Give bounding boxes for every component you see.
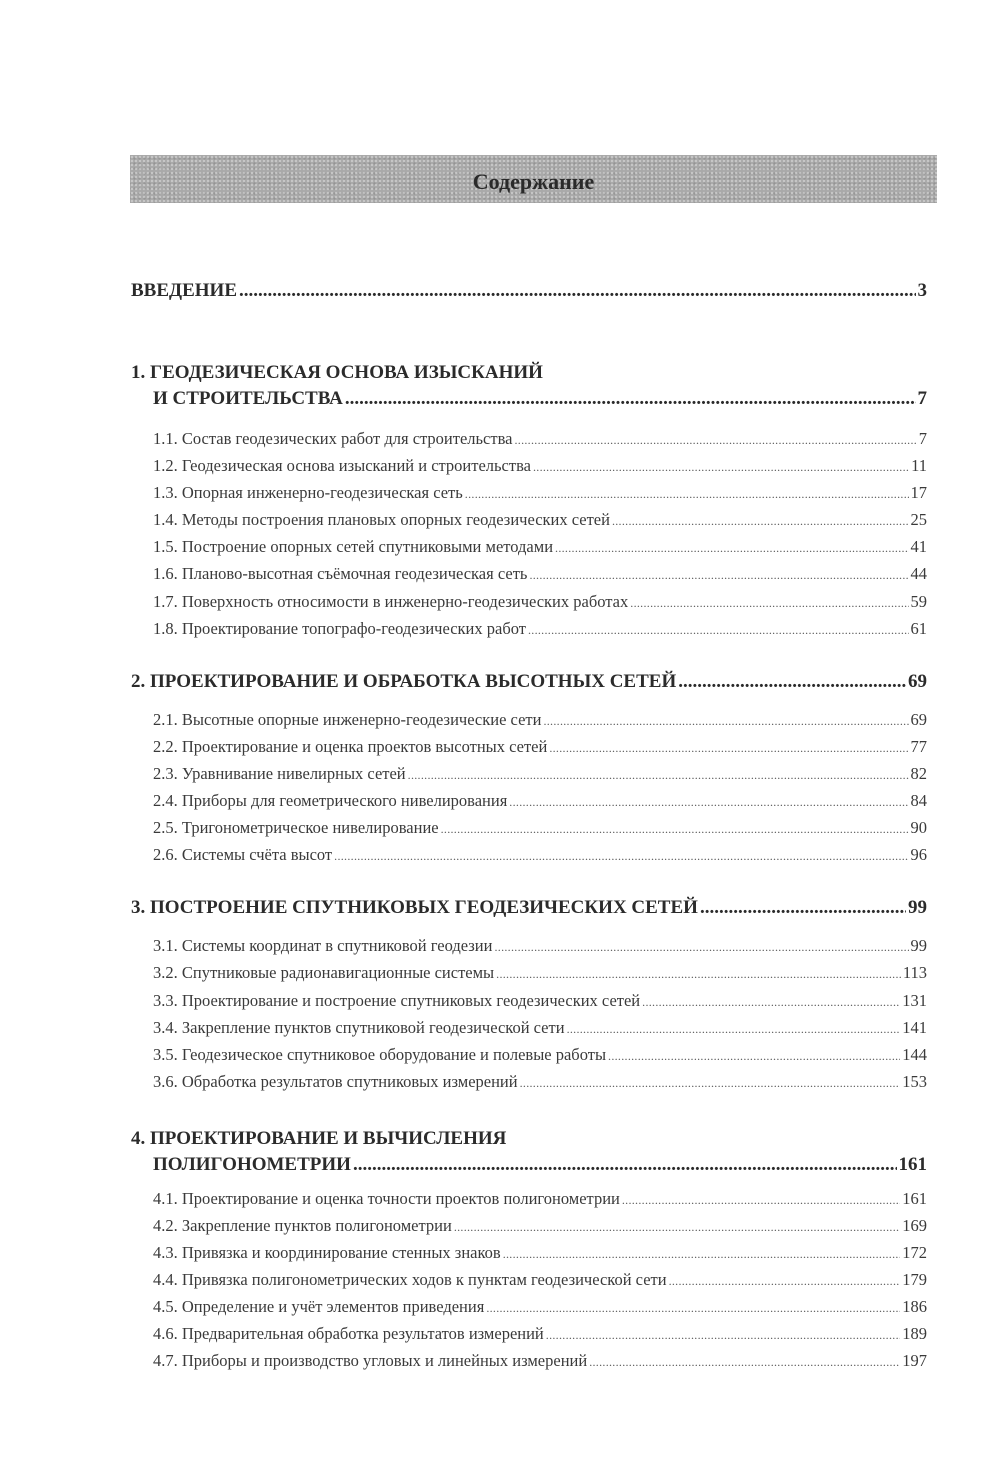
- subentry-page: 59: [910, 591, 927, 611]
- chapter-page: 99: [908, 897, 927, 919]
- dot-leader: [642, 988, 900, 1015]
- chapter-heading-line2[interactable]: [131, 386, 927, 412]
- subentry-page: 153: [902, 1071, 927, 1091]
- subentry-page: 113: [902, 963, 927, 983]
- dot-leader: [612, 507, 909, 534]
- toc-subentry[interactable]: [131, 933, 927, 960]
- dot-leader: [496, 960, 901, 987]
- subentry-page: 44: [910, 564, 927, 584]
- subentry-title: 2.5. Тригонометрическое нивелирование: [153, 818, 439, 838]
- dot-leader: [494, 933, 908, 960]
- toc-subentry[interactable]: [131, 788, 927, 815]
- chapter-4: [131, 1126, 927, 1376]
- subentry-page: 144: [902, 1044, 927, 1064]
- chapter-heading-line2[interactable]: [131, 1152, 927, 1178]
- chapter-page: 7: [917, 388, 927, 409]
- dot-leader: [567, 1015, 901, 1042]
- toc-subentry[interactable]: [131, 1348, 927, 1375]
- chapter-heading-line1[interactable]: 4. ПРОЕКТИРОВАНИЕ И ВЫЧИСЛЕНИЯ: [131, 1127, 507, 1149]
- subentry-title: 3.4. Закрепление пунктов спутниковой геодезической сети: [153, 1017, 565, 1037]
- dot-leader: [408, 761, 909, 788]
- chapter-heading-continuation: ПОЛИГОНОМЕТРИИ: [153, 1153, 351, 1175]
- chapter-heading[interactable]: [131, 669, 927, 695]
- chapter-page: 161: [898, 1153, 927, 1175]
- dot-leader: [334, 842, 908, 869]
- subentry-title: 3.6. Обработка результатов спутниковых измерений: [153, 1071, 518, 1091]
- chapter-2: [131, 669, 927, 870]
- toc-subentry[interactable]: [131, 453, 927, 480]
- chapter-3: [131, 895, 927, 1096]
- subentry-page: 77: [910, 736, 927, 756]
- subentry-page: 131: [902, 990, 927, 1010]
- subentry-page: 82: [910, 763, 927, 783]
- toc-entry-page: 3: [917, 280, 927, 301]
- subentry-page: 179: [902, 1270, 927, 1290]
- chapter-1: [131, 360, 927, 643]
- dot-leader: [678, 669, 906, 695]
- dot-leader: [528, 616, 909, 643]
- subentry-title: 2.4. Приборы для геометрического нивелирования: [153, 791, 508, 811]
- dot-leader: [514, 426, 916, 453]
- toc-subentry[interactable]: [131, 480, 927, 507]
- dot-leader: [465, 480, 909, 507]
- toc-subentry[interactable]: [131, 761, 927, 788]
- dot-leader: [608, 1042, 900, 1069]
- subentry-title: 3.5. Геодезическое спутниковое оборудование и полевые работы: [153, 1044, 607, 1064]
- subentry-page: 69: [910, 709, 927, 729]
- subentry-title: 4.6. Предварительная обработка результатов измерений: [153, 1324, 544, 1344]
- toc-subentry[interactable]: [131, 1240, 927, 1267]
- subentry-page: 189: [902, 1324, 927, 1344]
- subentry-title: 3.1. Системы координат в спутниковой геодезии: [153, 936, 493, 956]
- subentry-title: 1.8. Проектирование топографо-геодезических работ: [153, 618, 526, 638]
- subentry-page: 197: [902, 1351, 927, 1371]
- subentry-page: 96: [910, 845, 927, 865]
- subentry-title: 1.6. Планово-высотная съёмочная геодезическая сеть: [153, 564, 528, 584]
- subentry-page: 11: [911, 456, 927, 476]
- dot-leader: [622, 1186, 900, 1213]
- subentry-title: 2.2. Проектирование и оценка проектов высотных сетей: [153, 736, 548, 756]
- subentry-title: 4.5. Определение и учёт элементов приведения: [153, 1297, 485, 1317]
- subentry-title: 4.3. Привязка и координирование стенных знаков: [153, 1243, 501, 1263]
- toc-subentry[interactable]: [131, 1267, 927, 1294]
- subentry-title: 1.5. Построение опорных сетей спутниковыми методами: [153, 537, 554, 557]
- subentry-page: 161: [902, 1188, 927, 1208]
- page-title: Содержание: [472, 169, 595, 194]
- dot-leader: [353, 1152, 897, 1178]
- subentry-page: 172: [902, 1243, 927, 1263]
- dot-leader: [239, 280, 916, 302]
- chapter-heading-line1[interactable]: 1. ГЕОДЕЗИЧЕСКАЯ ОСНОВА ИЗЫСКАНИЙ: [131, 362, 543, 383]
- toc-subentry[interactable]: [131, 988, 927, 1015]
- dot-leader: [549, 734, 908, 761]
- subentry-title: 1.2. Геодезическая основа изысканий и строительства: [153, 456, 531, 476]
- subentry-title: 3.2. Спутниковые радионавигационные системы: [153, 963, 495, 983]
- dot-leader: [669, 1267, 901, 1294]
- toc-subentry[interactable]: [131, 1042, 927, 1069]
- subentry-title: 1.7. Поверхность относимости в инженерно-геодезических работах: [153, 591, 629, 611]
- contents-header-bar: [130, 155, 937, 203]
- subentry-page: 141: [902, 1017, 927, 1037]
- subentry-page: 84: [910, 791, 927, 811]
- dot-leader: [700, 895, 906, 921]
- subentry-page: 90: [910, 818, 927, 838]
- subentry-page: 61: [910, 618, 927, 638]
- subentry-title: 4.2. Закрепление пунктов полигонометрии: [153, 1215, 452, 1235]
- subentry-title: 4.7. Приборы и производство угловых и линейных измерений: [153, 1351, 588, 1371]
- dot-leader: [529, 561, 908, 588]
- toc-subentry[interactable]: [131, 734, 927, 761]
- dot-leader: [441, 815, 909, 842]
- toc-subentry[interactable]: [131, 1294, 927, 1321]
- toc-entry-title: ВВЕДЕНИЕ: [131, 280, 237, 301]
- toc-subentry[interactable]: [131, 1015, 927, 1042]
- toc-subentry[interactable]: [131, 1069, 927, 1096]
- dot-leader: [589, 1348, 900, 1375]
- toc-subentry[interactable]: [131, 534, 927, 561]
- dot-leader: [486, 1294, 900, 1321]
- dot-leader: [546, 1321, 900, 1348]
- chapter-page: 69: [908, 670, 927, 692]
- subentry-page: 41: [910, 537, 927, 557]
- toc-subentry[interactable]: [131, 1321, 927, 1348]
- toc-subentry[interactable]: [131, 507, 927, 534]
- toc-entry-intro[interactable]: [131, 280, 927, 310]
- subentry-title: 4.4. Привязка полигонометрических ходов к пунктам геодезической сети: [153, 1270, 667, 1290]
- dot-leader: [543, 707, 908, 734]
- subentry-title: 1.3. Опорная инженерно-геодезическая сеть: [153, 483, 463, 503]
- subentry-title: 2.3. Уравнивание нивелирных сетей: [153, 763, 406, 783]
- toc-subentry[interactable]: [131, 589, 927, 616]
- dot-leader: [503, 1240, 901, 1267]
- subentry-title: 2.6. Системы счёта высот: [153, 845, 333, 865]
- chapter-heading-title: 2. ПРОЕКТИРОВАНИЕ И ОБРАБОТКА ВЫСОТНЫХ СЕТЕЙ: [131, 670, 677, 692]
- subentry-title: 3.3. Проектирование и построение спутниковых геодезических сетей: [153, 990, 641, 1010]
- chapter-heading[interactable]: [131, 895, 927, 921]
- subentry-title: 4.1. Проектирование и оценка точности проектов полигонометрии: [153, 1188, 620, 1208]
- dot-leader: [454, 1213, 900, 1240]
- subentry-page: 186: [902, 1297, 927, 1317]
- toc-subentry[interactable]: [131, 707, 927, 734]
- dot-leader: [555, 534, 908, 561]
- chapter-heading-title: 3. ПОСТРОЕНИЕ СПУТНИКОВЫХ ГЕОДЕЗИЧЕСКИХ СЕТЕЙ: [131, 897, 698, 919]
- toc-subentry[interactable]: [131, 426, 927, 453]
- toc-subentry[interactable]: [131, 842, 927, 869]
- subentry-page: 7: [918, 429, 927, 448]
- subentry-page: 169: [902, 1215, 927, 1235]
- chapter-heading-continuation: И СТРОИТЕЛЬСТВА: [153, 388, 343, 409]
- toc-subentry[interactable]: [131, 1213, 927, 1240]
- dot-leader: [630, 589, 908, 616]
- toc-subentry[interactable]: [131, 561, 927, 588]
- toc-subentry[interactable]: [131, 960, 927, 987]
- dot-leader: [345, 386, 916, 412]
- subentry-page: 99: [910, 936, 927, 956]
- toc-subentry[interactable]: [131, 1186, 927, 1213]
- subentry-title: 1.4. Методы построения плановых опорных геодезических сетей: [153, 510, 610, 530]
- table-of-contents: [131, 280, 927, 1376]
- toc-subentry[interactable]: [131, 815, 927, 842]
- subentry-title: 1.1. Состав геодезических работ для строительства: [153, 429, 513, 448]
- dot-leader: [509, 788, 908, 815]
- subentry-page: 17: [910, 483, 927, 503]
- dot-leader: [520, 1069, 901, 1096]
- subentry-page: 25: [910, 510, 927, 530]
- toc-subentry[interactable]: [131, 616, 927, 643]
- dot-leader: [533, 453, 909, 480]
- subentry-title: 2.1. Высотные опорные инженерно-геодезические сети: [153, 709, 542, 729]
